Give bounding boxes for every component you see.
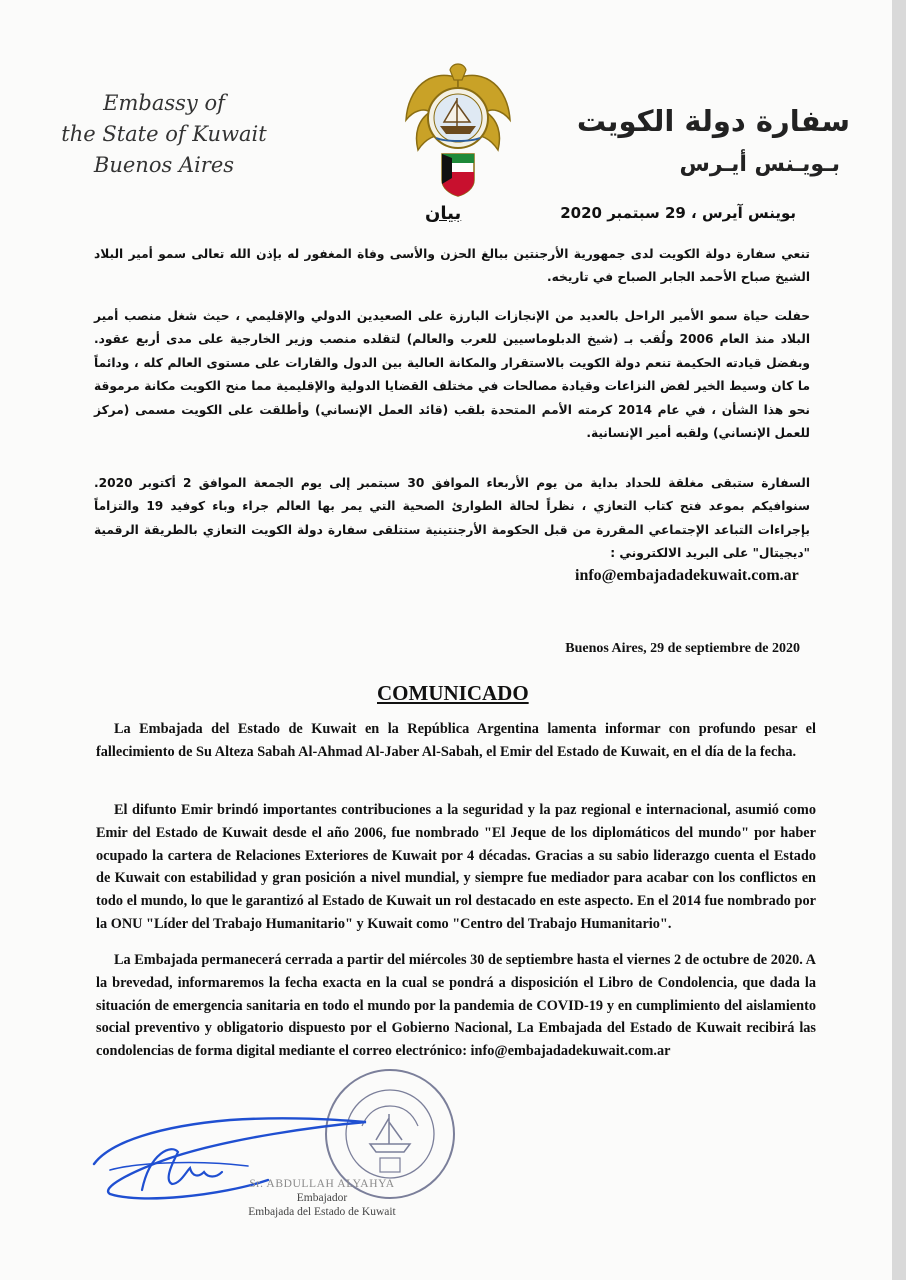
arabic-date: بوينس آيرس ، 29 سبتمبر 2020 bbox=[560, 204, 796, 222]
arabic-paragraph-1: تنعي سفارة دولة الكويت لدى جمهورية الأرجنتين ببالغ الحزن والأسى وفاة المغفور له بإذن الله تعالى سمو أمير البلاد الشيخ صباح الأحمد الجابر الصباح في تاريخه. bbox=[94, 247, 810, 285]
kuwait-emblem-icon bbox=[400, 58, 516, 198]
arabic-paragraph-3: السفارة ستبقى مغلقة للحداد بداية من يوم الأربعاء الموافق 30 سبتمبر إلى يوم الجمعة الموافق 2 أكتوبر 2020. سنوافيكم بموعد فتح كتاب التعازي ، نظراً لحالة الطوارئ الصحية التي يمر بها العالم جراء وباء كوفيد 19 والتزاماً بإجراءات التباعد الإجتماعي المقررة من قبل الحكومة الأرجنتينية ستتلقى سفارة دولة الكويت التعازي بالطريقة الرقمية "ديجيتال" على البريد الالكتروني : bbox=[94, 476, 810, 561]
signer-institution: Embajada del Estado de Kuwait bbox=[248, 1206, 396, 1218]
signer-role: Embajador bbox=[296, 1192, 348, 1204]
spanish-paragraph-2: El difunto Emir brindó importantes contribuciones a la seguridad y la paz regional e internacional, asumió como Emir del Estado de Kuwait desde el año 2006, fue nombrado "El Jeque de los diplomáticos del mundo" por haber ocupado la cartera de Relaciones Exteriores de Kuwait por 4 décadas. Gracias a su sabio liderazgo cuenta el Estado de Kuwait con estabilidad y gran posición a nivel mundial, y siempre fue mediador para acabar con los conflictos en todo el mundo, lo que le garantizó al Estado de Kuwait un rol destacado en este aspecto. En el 2014 fue nombrado por la ONU "Líder del Trabajo Humanitario" y Kuwait como "Centro del Trabajo Humanitario". bbox=[96, 802, 816, 932]
arabic-email: info@embajadadekuwait.com.ar bbox=[575, 567, 799, 584]
arabic-paragraph-2: حفلت حياة سمو الأمير الراحل بالعديد من الإنجازات البارزة على الصعيدين الدولي والإقليمي ، حيث شغل منصب أمير البلاد منذ العام 2006 ولُقب بـ (شيخ الدبلوماسيين للعرب والعالم) لتقلده منصب وزير الخارجية على مدى أربع عقود. وبفضل قيادته الحكيمة تنعم دولة الكويت بالاستقرار والمكانة العالية بين الدول والقارات على مستوى العالم كله ، ودائماً ما كان وسيط الخير لفض النزاعات وقيادة مصالحات في مختلف القضايا الدولية والإقليمية مما منح الكويت مكانة مرموقة نحو هذا الشأن ، في عام 2014 كرمته الأمم المتحدة بلقب (قائد العمل الإنساني) وأطلقت على الكويت مسمى (مركز للعمل الإنساني) ولقبه أمير الإنسانية. bbox=[94, 309, 811, 441]
arabic-letterhead-title: سفارة دولة الكويت bbox=[576, 104, 850, 138]
letterhead-line-1: Embassy of bbox=[103, 91, 225, 115]
spanish-paragraph-3: La Embajada permanecerá cerrada a partir del miércoles 30 de septiembre hasta el viernes 2 de octubre de 2020. A la brevedad, informaremos la fecha exacta en la cual se pondrá a disposición el Libro de Condolencia, que dada la situación de emergencia sanitaria en todo el mundo por la pandemia de COVID-19 y en cumplimiento del aislamiento social preventivo y obligatorio dispuesto por el Gobierno Nacional, La Embajada del Estado de Kuwait recibirá las condolencias de forma digital mediante el correo electrónico: info@embajadadekuwait.com.ar bbox=[96, 952, 816, 1060]
english-letterhead bbox=[44, 88, 284, 181]
spanish-title: COMUNICADO bbox=[377, 681, 529, 705]
signer-block bbox=[222, 1177, 422, 1219]
signer-name: Sr. ABDULLAH ALYAHYA bbox=[249, 1178, 395, 1190]
spanish-date: Buenos Aires, 29 de septiembre de 2020 bbox=[565, 641, 800, 656]
page-edge bbox=[892, 0, 906, 1280]
arabic-heading: بيان bbox=[425, 203, 462, 224]
spanish-paragraph-1: La Embajada del Estado de Kuwait en la República Argentina lamenta informar con profundo pesar el fallecimiento de Su Alteza Sabah Al-Ahmad Al-Jaber Al-Sabah, el Emir del Estado de Kuwait, en el día de la fecha. bbox=[96, 721, 816, 760]
arabic-letterhead-city: بـويـنس أيـرس bbox=[679, 152, 840, 177]
letterhead-line-2: the State of Kuwait bbox=[61, 122, 267, 146]
letterhead-line-3: Buenos Aires bbox=[93, 153, 235, 177]
